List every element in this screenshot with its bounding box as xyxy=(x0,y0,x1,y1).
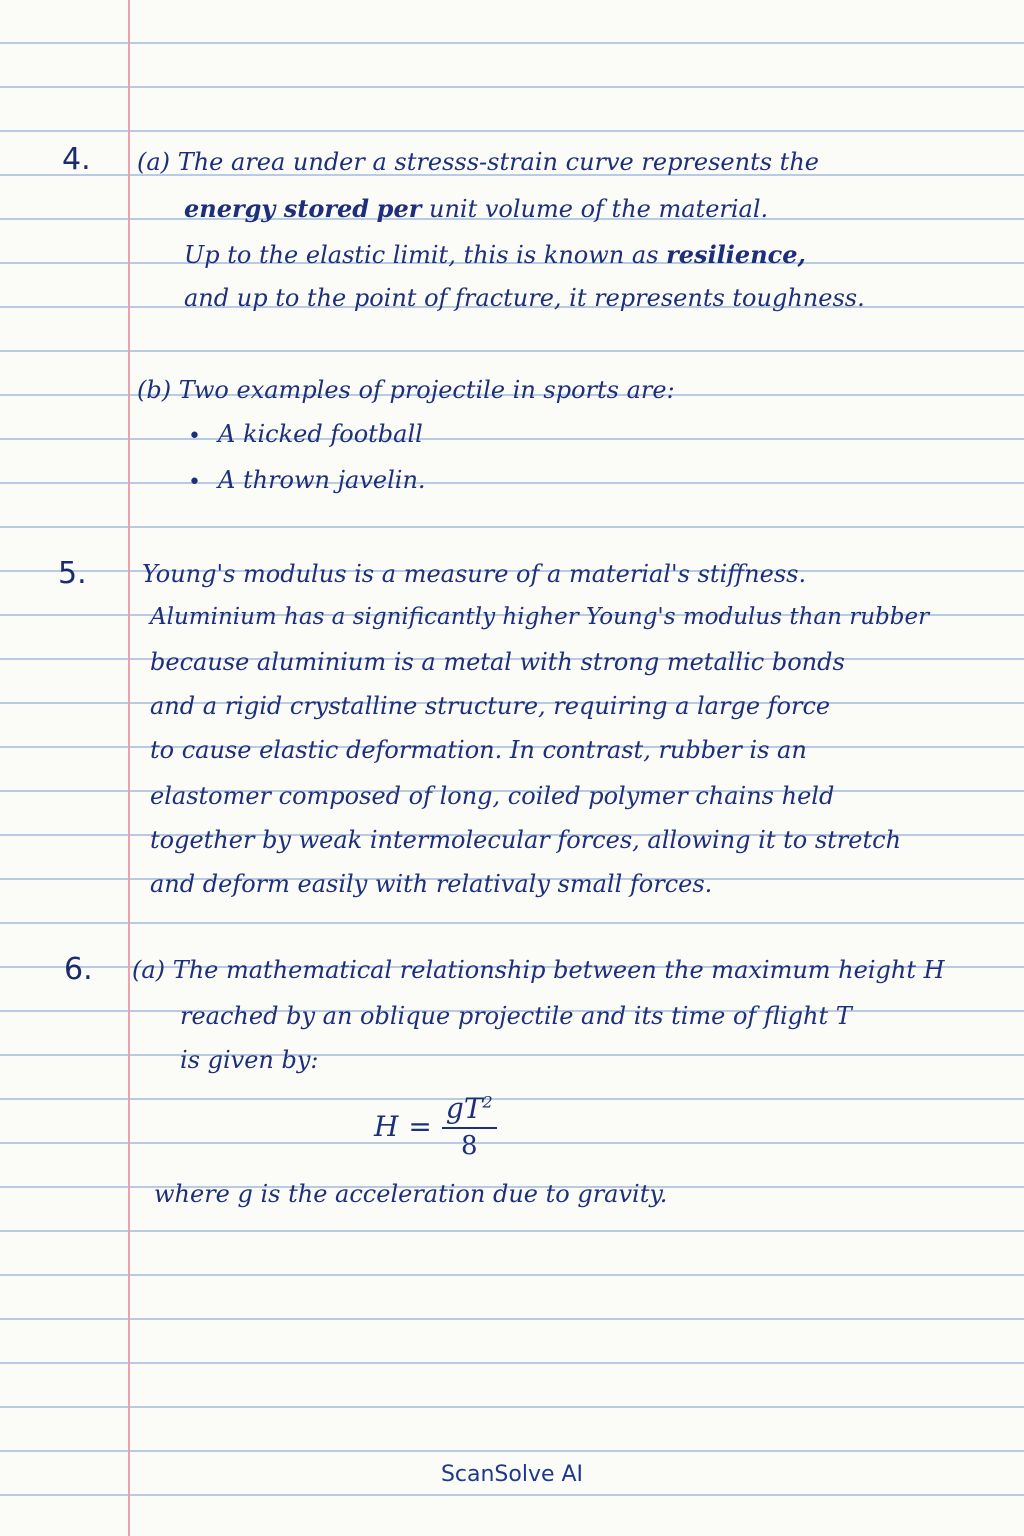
question-number-6: 6. xyxy=(64,952,93,987)
q4b-line-1 xyxy=(137,376,675,404)
q4a-label: (a) xyxy=(137,148,171,176)
q4a-bold-resilience: resilience, xyxy=(666,240,806,269)
q4a-line-1 xyxy=(137,148,819,176)
q4a-text-3: Up to the elastic limit, this is known as xyxy=(184,241,667,269)
q5-line-6: elastomer composed of long, coiled polymer chains held xyxy=(150,782,835,810)
formula-fraction xyxy=(442,1092,497,1161)
q4a-text-1: The area under a stresss-strain curve represents the xyxy=(177,148,819,176)
q6a-where-line: where g is the acceleration due to gravity. xyxy=(154,1180,668,1208)
q4a-text-2: unit volume of the material. xyxy=(421,195,769,223)
q5-line-7: together by weak intermolecular forces, allowing it to stretch xyxy=(150,826,902,854)
q4b-item-2: A thrown javelin. xyxy=(218,466,426,494)
q5-line-5: to cause elastic deformation. In contrast, rubber is an xyxy=(150,736,807,764)
bullet-icon: • xyxy=(188,424,201,449)
q5-line-2: Aluminium has a significantly higher Young's modulus than rubber xyxy=(150,604,930,630)
q4a-line-3 xyxy=(184,240,806,269)
q6a-label: (a) xyxy=(132,956,166,984)
q6a-line-2: reached by an oblique projectile and its time of flight T xyxy=(180,1002,852,1030)
q4b-label: (b) xyxy=(137,376,172,404)
q6a-line-3: is given by: xyxy=(180,1046,319,1074)
q6a-line-1 xyxy=(132,956,945,984)
q4a-bold-energy-stored: energy stored xyxy=(184,194,370,223)
question-number-5: 5. xyxy=(58,556,87,591)
formula-denominator: 8 xyxy=(461,1131,478,1161)
q5-line-1: Young's modulus is a measure of a material's stiffness. xyxy=(142,560,807,588)
formula-lhs: H xyxy=(374,1110,399,1143)
q5-line-8: and deform easily with relativaly small forces. xyxy=(150,870,713,898)
formula-numerator xyxy=(442,1092,497,1129)
q4b-intro: Two examples of projectile in sports are: xyxy=(178,376,675,404)
q5-line-3: because aluminium is a metal with strong metallic bonds xyxy=(150,648,845,676)
q4a-bold-per: per xyxy=(376,194,422,223)
q4a-line-4: and up to the point of fracture, it represents toughness. xyxy=(184,284,865,312)
margin-line xyxy=(128,0,130,1536)
question-number-4: 4. xyxy=(62,142,91,177)
height-time-formula xyxy=(374,1092,497,1161)
bullet-icon: • xyxy=(188,470,201,495)
formula-numerator-base: gT xyxy=(445,1092,483,1125)
footer-brand: ScanSolve AI xyxy=(440,1462,584,1487)
q6a-text-1: The mathematical relationship between the maximum height H xyxy=(172,956,945,984)
q4a-line-2 xyxy=(184,194,768,223)
formula-exponent: 2 xyxy=(482,1092,493,1112)
q5-line-4: and a rigid crystalline structure, requiring a large force xyxy=(150,692,831,720)
q4b-item-1: A kicked football xyxy=(218,420,423,448)
formula-equals: = xyxy=(408,1110,432,1143)
